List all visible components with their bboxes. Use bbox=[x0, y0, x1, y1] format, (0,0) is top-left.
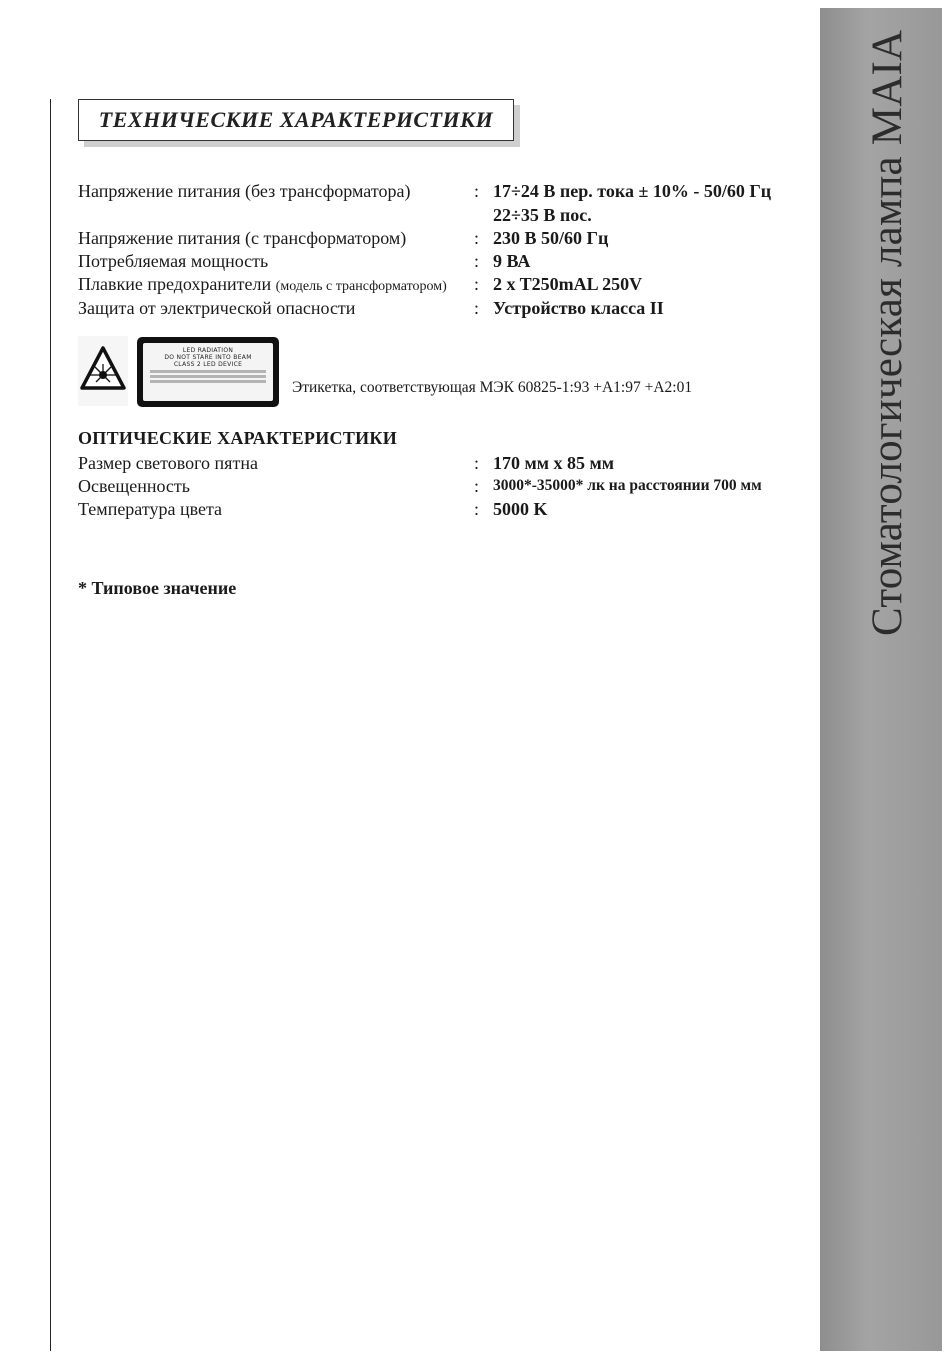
warning-label bbox=[137, 337, 279, 407]
spec-row bbox=[78, 250, 808, 274]
optics-colon: : bbox=[474, 453, 480, 473]
section-title-box bbox=[78, 99, 514, 141]
spec-value: 17÷24 В пер. тока ± 10% - 50/60 Гц bbox=[493, 181, 772, 201]
warning-line: DO NOT STARE INTO BEAM bbox=[164, 354, 252, 361]
optics-row bbox=[78, 452, 808, 476]
optics-row bbox=[78, 498, 808, 522]
spec-value: Устройство класса II bbox=[493, 298, 664, 318]
spec-row bbox=[78, 273, 808, 297]
spec-colon: : bbox=[474, 228, 480, 248]
spec-label: Напряжение питания (с трансформатором) bbox=[78, 228, 407, 248]
optics-row bbox=[78, 475, 808, 499]
spec-label: Потребляемая мощность bbox=[78, 251, 269, 271]
optics-value: 3000*-35000* лк на расстоянии 700 мм bbox=[493, 477, 762, 494]
spec-row bbox=[78, 180, 808, 204]
optics-colon: : bbox=[474, 476, 480, 496]
spec-colon: : bbox=[474, 274, 480, 294]
optics-label: Размер светового пятна bbox=[78, 453, 258, 473]
spec-row bbox=[78, 204, 808, 228]
optics-label: Температура цвета bbox=[78, 499, 223, 519]
spec-label: Защита от электрической опасности bbox=[78, 298, 356, 318]
spec-label bbox=[78, 273, 447, 298]
spec-colon: : bbox=[474, 251, 480, 271]
optics-section-title: ОПТИЧЕСКИЕ ХАРАКТЕРИСТИКИ bbox=[78, 428, 398, 448]
label-caption: Этикетка, соответствующая МЭК 60825-1:93 +A1:97 +A2:01 bbox=[292, 379, 693, 396]
spec-label-note: (модель с трансформатором) bbox=[275, 279, 447, 294]
spec-value: 22÷35 В пос. bbox=[493, 205, 592, 225]
left-margin-rule bbox=[50, 99, 51, 1351]
warning-label-panel bbox=[143, 343, 273, 401]
spec-value: 9 ВА bbox=[493, 251, 531, 271]
spec-value: 2 x T250mAL 250V bbox=[493, 274, 643, 294]
footnote: * Типовое значение bbox=[78, 578, 237, 598]
optics-label: Освещенность bbox=[78, 476, 190, 496]
spec-label: Напряжение питания (без трансформатора) bbox=[78, 181, 411, 201]
optics-value: 5000 K bbox=[493, 499, 548, 519]
warning-line: CLASS 2 LED DEVICE bbox=[173, 361, 243, 368]
side-title: Стоматологическая лампа MAIA bbox=[864, 29, 911, 636]
spec-colon: : bbox=[474, 298, 480, 318]
spec-row bbox=[78, 227, 808, 251]
optics-value: 170 мм x 85 мм bbox=[493, 453, 615, 473]
warning-fine-print bbox=[147, 370, 269, 383]
optics-colon: : bbox=[474, 499, 480, 519]
section-title: ТЕХНИЧЕСКИЕ ХАРАКТЕРИСТИКИ bbox=[98, 107, 494, 132]
spec-label-main: Плавкие предохранители bbox=[78, 274, 272, 294]
warning-line: LED RADIATION bbox=[182, 347, 234, 354]
spec-row bbox=[78, 297, 808, 321]
spec-colon: : bbox=[474, 181, 480, 201]
laser-hazard-icon bbox=[78, 336, 128, 406]
spec-value: 230 В 50/60 Гц bbox=[493, 228, 609, 248]
